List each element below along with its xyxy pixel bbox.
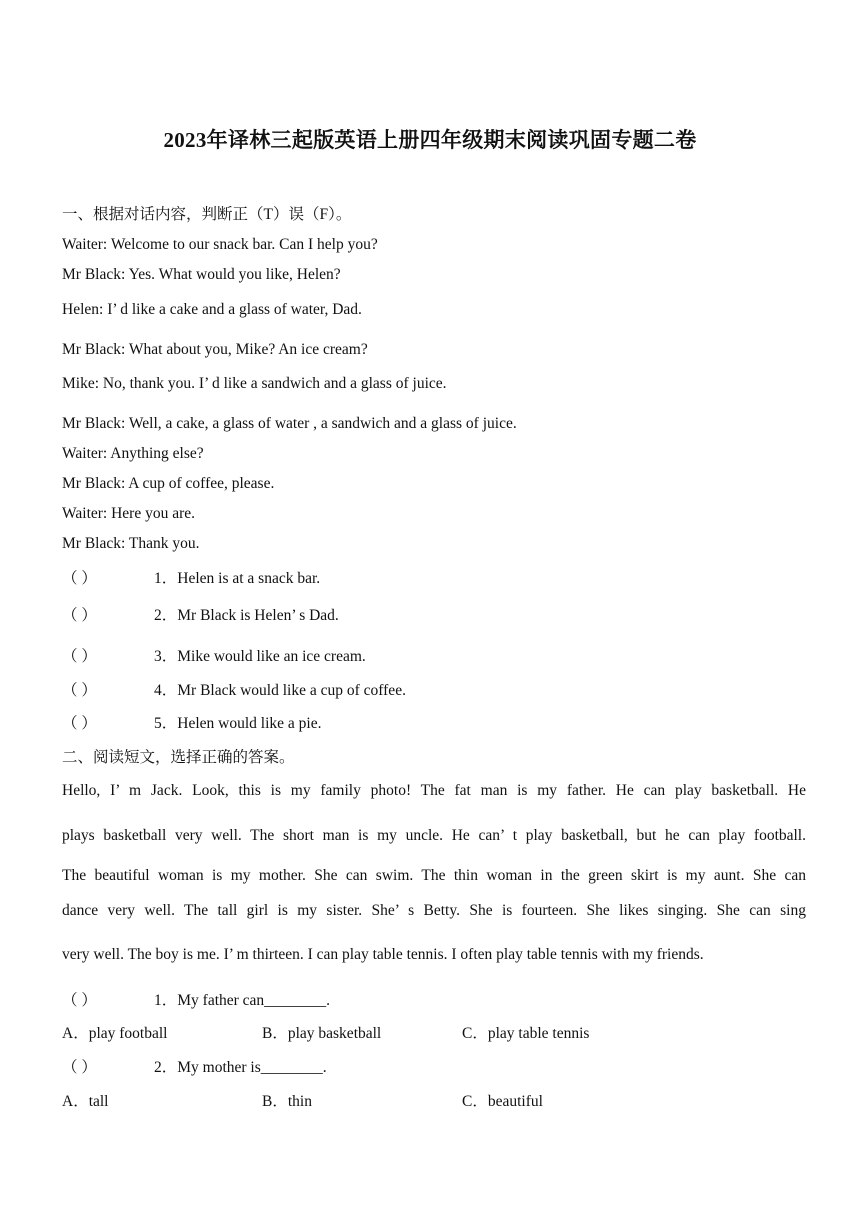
mc-question [62, 988, 330, 1010]
option-b[interactable]: B．thin [262, 1093, 312, 1110]
tf-question [62, 678, 406, 700]
dialogue-line: Mr Black: Thank you. [62, 535, 200, 552]
question-text: 1．My father can________. [154, 992, 331, 1009]
passage-line: plays basketball very well. The short man is my uncle. He can’ t play basketball, but he can play football. [62, 827, 806, 844]
answer-blank[interactable]: （ ） [62, 715, 97, 732]
dialogue-line: Helen: I’ d like a cake and a glass of water, Dad. [62, 301, 362, 318]
answer-blank[interactable]: （ ） [62, 607, 97, 624]
dialogue-line: Waiter: Here you are. [62, 505, 196, 522]
section1-heading: 一、根据对话内容，判断正（T）误（F）。 [62, 206, 352, 223]
tf-question [62, 644, 366, 666]
document-title: 2023年译林三起版英语上册四年级期末阅读巩固专题二卷 [163, 128, 697, 152]
answer-blank[interactable]: （ ） [62, 570, 97, 587]
dialogue-line: Mr Black: A cup of coffee, please. [62, 475, 275, 492]
passage-line: Hello, I’ m Jack. Look, this is my family photo! The fat man is my father. He can play basketball. He [62, 782, 806, 799]
option-a[interactable]: A．tall [62, 1093, 109, 1110]
dialogue-line: Waiter: Anything else? [62, 445, 204, 462]
tf-question [62, 566, 320, 588]
answer-blank[interactable]: （ ） [62, 648, 97, 665]
answer-blank[interactable]: （ ） [62, 992, 97, 1009]
passage-line: very well. The boy is me. I’ m thirteen. I can play table tennis. I often play table tennis with my friends. [62, 946, 704, 963]
dialogue-line: Mr Black: What about you, Mike? An ice cream? [62, 341, 368, 358]
question-text: 2．My mother is________. [154, 1059, 327, 1076]
answer-blank[interactable]: （ ） [62, 682, 97, 699]
question-text: 5．Helen would like a pie. [154, 715, 322, 732]
question-text: 4．Mr Black would like a cup of coffee. [154, 682, 406, 699]
dialogue-line: Mr Black: Well, a cake, a glass of water , a sandwich and a glass of juice. [62, 415, 517, 432]
dialogue-line: Waiter: Welcome to our snack bar. Can I help you? [62, 236, 378, 253]
option-c[interactable]: C．play table tennis [462, 1025, 590, 1042]
mc-question [62, 1055, 327, 1077]
option-a[interactable]: A．play football [62, 1025, 168, 1042]
option-c[interactable]: C．beautiful [462, 1093, 543, 1110]
answer-blank[interactable]: （ ） [62, 1059, 97, 1076]
dialogue-line: Mr Black: Yes. What would you like, Helen? [62, 266, 341, 283]
option-b[interactable]: B．play basketball [262, 1025, 382, 1042]
question-text: 3．Mike would like an ice cream. [154, 648, 366, 665]
tf-question [62, 603, 339, 625]
dialogue-line: Mike: No, thank you. I’ d like a sandwich and a glass of juice. [62, 375, 447, 392]
question-text: 1．Helen is at a snack bar. [154, 570, 321, 587]
passage-line: The beautiful woman is my mother. She can swim. The thin woman in the green skirt is my aunt. She can [62, 867, 806, 884]
tf-question [62, 711, 321, 733]
passage-line: dance very well. The tall girl is my sister. She’ s Betty. She is fourteen. She likes singing. She can sing [62, 902, 806, 919]
question-text: 2．Mr Black is Helen’ s Dad. [154, 607, 339, 624]
section2-heading: 二、阅读短文，选择正确的答案。 [62, 749, 295, 766]
